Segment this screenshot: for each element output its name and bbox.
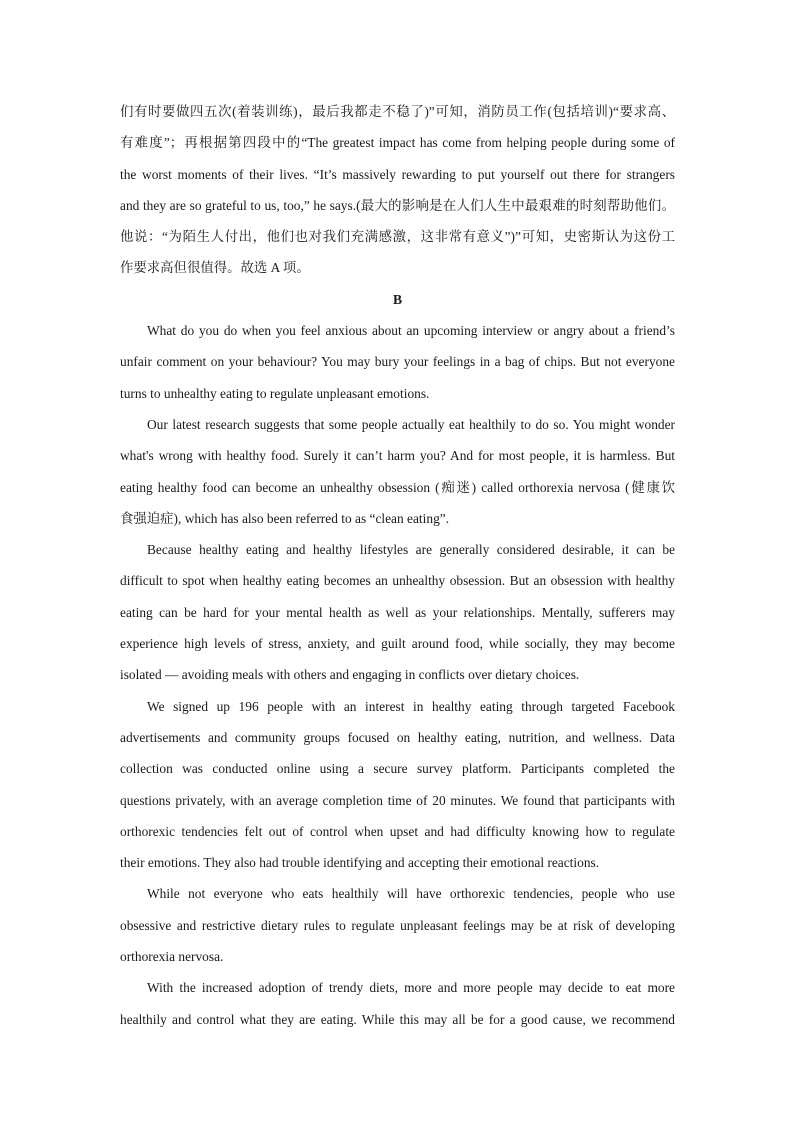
section-heading: B [392, 291, 403, 307]
text-line: 他说：“为陌生人付出，他们也对我们充满感激，这非常有意义”)”可知，史密斯认为这份工 [120, 229, 675, 245]
text-line: 们有时要做四五次(着装训练)，最后我都走不稳了)”可知，消防员工作(包括培训)“要求高、 [120, 104, 675, 119]
paragraph-3 [120, 534, 675, 690]
text-line: experience high levels of stress, anxiety, and guilt around food, while socially, they may become [120, 636, 675, 652]
paragraph-1 [120, 315, 675, 409]
text-line: isolated — avoiding meals with others and engaging in conflicts over dietary choices. [120, 667, 580, 683]
text-line: what's wrong with healthy food. Surely it can’t harm you? And for most people, it is harmless. But [120, 448, 675, 464]
text-line: eating healthy food can become an unhealthy obsession (痴迷) called orthorexia nervosa (健康饮 [120, 479, 675, 495]
text-line: 作要求高但很值得。故选 A 项。 [120, 260, 310, 276]
text-line: 有难度”；再根据第四段中的“The greatest impact has come from helping people during some of [120, 135, 675, 151]
text-line: orthorexia nervosa. [120, 949, 224, 965]
text-line: turns to unhealthy eating to regulate unpleasant emotions. [120, 385, 430, 401]
text-line: and they are so grateful to us, too,” he says.(最大的影响是在人们人生中最艰难的时刻帮助他们。 [120, 197, 675, 213]
text-line: advertisements and community groups focused on healthy eating, nutrition, and wellness. Data [120, 729, 675, 745]
text-line: their emotions. They also had trouble identifying and accepting their emotional reactions. [120, 855, 600, 871]
text-line: questions privately, with an average completion time of 20 minutes. We found that participants with [120, 792, 675, 808]
text-line: healthily and control what they are eating. While this may all be for a good cause, we recommend [120, 1011, 675, 1027]
paragraph-2 [120, 409, 675, 534]
text-line: orthorexic tendencies felt out of control when upset and had difficulty knowing how to regulate [120, 823, 675, 839]
paragraph-4 [120, 691, 675, 879]
text-line: With the increased adoption of trendy diets, more and more people may decide to eat more [147, 980, 675, 996]
paragraph-6 [120, 972, 675, 1035]
text-line: While not everyone who eats healthily will have orthorexic tendencies, people who use [147, 886, 675, 902]
text-line: We signed up 196 people with an interest in healthy eating through targeted Facebook [147, 698, 675, 714]
text-line: the worst moments of their lives. “It’s massively rewarding to put yourself out there for strangers [120, 166, 675, 182]
text-line: Our latest research suggests that some people actually eat healthily to do so. You might wonder [147, 416, 675, 432]
text-line: 食强迫症), which has also been referred to as “clean eating”. [120, 510, 450, 526]
document-body [120, 96, 675, 1035]
text-line: collection was conducted online using a secure survey platform. Participants completed the [120, 761, 675, 777]
text-line: eating can be hard for your mental health as well as your relationships. Mentally, sufferers may [120, 604, 675, 620]
text-line: What do you do when you feel anxious about an upcoming interview or angry about a friend’s [147, 323, 675, 339]
text-line: obsessive and restrictive dietary rules to regulate unpleasant feelings may be at risk of developing [120, 917, 675, 933]
text-line: difficult to spot when healthy eating becomes an unhealthy obsession. But an obsession with healthy [120, 573, 675, 589]
paragraph-5 [120, 878, 675, 972]
text-line: Because healthy eating and healthy lifestyles are generally considered desirable, it can be [147, 542, 675, 558]
intro-paragraph [120, 96, 675, 284]
text-line: unfair comment on your behaviour? You may bury your feelings in a bag of chips. But not everyone [120, 354, 675, 370]
